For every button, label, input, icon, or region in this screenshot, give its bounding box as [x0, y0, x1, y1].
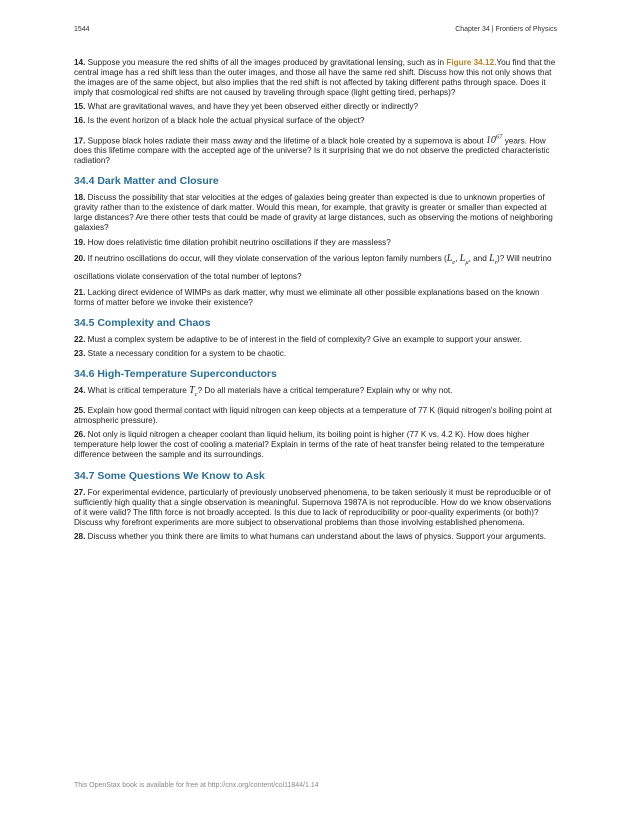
question-16	[74, 116, 558, 126]
questions-content	[74, 58, 558, 546]
question-22	[74, 335, 558, 345]
question-text: Must a complex system be adaptive to be of interest in the field of complexity? Give an example to support your answer.	[87, 334, 522, 344]
question-number: 17.	[74, 135, 86, 145]
math-l-e	[447, 253, 455, 264]
section-heading-34-5: 34.5 Complexity and Chaos	[74, 316, 211, 329]
math-base: 10	[485, 134, 496, 146]
question-text: Is the event horizon of a black hole the actual physical surface of the object?	[87, 116, 365, 126]
question-number: 16.	[74, 116, 86, 126]
math-power-of-ten	[486, 135, 503, 146]
section-heading-34-6: 34.6 High-Temperature Superconductors	[74, 368, 277, 381]
question-text: ? Do all materials have a critical temperature? Explain why or why not.	[197, 386, 453, 396]
chapter-header: Chapter 34 | Frontiers of Physics	[455, 26, 557, 33]
math-subscript: c	[194, 391, 198, 399]
question-text: How does relativistic time dilation prohibit neutrino oscillations if they are massless?	[87, 237, 391, 247]
math-t-c	[189, 385, 198, 399]
separator: , and	[468, 253, 490, 263]
figure-link[interactable]: Figure 34.12.	[446, 58, 497, 67]
question-number: 14.	[74, 58, 86, 67]
separator: ,	[455, 253, 460, 263]
math-l-tau	[489, 253, 497, 264]
question-text: For experimental evidence, particularly of previously unobserved phenomena, to be taken seriously it must be reproducible or of sufficiently high quality that a single observation is meaningful. Supernova 1987A is not reproducible. How do we know observations of it were valid? The fifth force is not broadly accepted. Is this due to lack of reproducibility or poor-quality experiments (or both)? Discuss why forefront experiments are more subject to observational problems than those involving established phenomena.	[74, 487, 552, 527]
math-l-mu	[460, 253, 469, 264]
math-symbol: T	[189, 385, 195, 397]
question-26	[74, 430, 558, 460]
question-28	[74, 532, 558, 542]
question-text: years. How does this lifetime compare with the accepted age of the universe? Is it surprising that we do not observe the predicted characteristic radiation?	[74, 135, 550, 166]
question-21	[74, 288, 558, 308]
question-number: 15.	[74, 102, 86, 112]
question-number: 27.	[74, 487, 86, 497]
question-27	[74, 488, 558, 528]
section-heading-34-7: 34.7 Some Questions We Know to Ask	[74, 469, 265, 482]
question-text: Explain how good thermal contact with liquid nitrogen can keep objects at a temperature of 77 K (liquid nitrogen's boiling point at atmospheric pressure).	[74, 406, 552, 426]
question-text: State a necessary condition for a system to be chaotic.	[87, 348, 287, 358]
question-number: 23.	[74, 348, 86, 358]
question-25	[74, 406, 558, 426]
question-14	[74, 58, 558, 98]
question-number: 19.	[74, 237, 86, 247]
math-exponent: 67	[495, 133, 503, 141]
question-18	[74, 193, 558, 233]
question-23	[74, 349, 558, 359]
question-text: Suppose black holes radiate their mass away and the lifetime of a black hole created by a supernova is about	[87, 135, 486, 145]
math-symbol: L	[459, 252, 466, 264]
question-text: Suppose you measure the red shifts of all the images produced by gravitational lensing, such as in	[87, 58, 447, 67]
question-24	[74, 386, 558, 400]
math-symbol: L	[446, 252, 453, 264]
question-number: 28.	[74, 531, 86, 541]
section-heading-34-4: 34.4 Dark Matter and Closure	[74, 175, 219, 188]
footer-text: This OpenStax book is available for free at http://cnx.org/content/col11844/1.14	[74, 782, 319, 789]
math-subscript: e	[452, 258, 456, 266]
math-symbol: L	[489, 252, 495, 264]
question-number: 21.	[74, 287, 86, 297]
question-15	[74, 102, 558, 112]
question-text: You find that the central image has a red shift less than the outer images, and those all have the same red shift. Discuss how this not only shows that the images are of the same object, but also implies that the red shift is not affected by taking different paths through space. Does it imply that cosmological red shifts are not caused by traveling through space (light getting tired, perhaps)?	[74, 58, 556, 98]
question-17	[74, 133, 558, 167]
question-number: 22.	[74, 334, 86, 344]
question-number: 26.	[74, 430, 86, 440]
math-subscript: τ	[494, 258, 497, 266]
question-text: What are gravitational waves, and have they yet been observed either directly or indirectly?	[87, 102, 419, 112]
question-text: Lacking direct evidence of WIMPs as dark matter, why must we eliminate all other possible explanations based on the known forms of matter before we invoke their existence?	[74, 287, 540, 307]
question-text: )? Will neutrino oscillations violate conservation of the total number of leptons?	[74, 253, 552, 281]
math-subscript: μ	[465, 258, 469, 266]
question-text: If neutrino oscillations do occur, will they violate conservation of the various lepton family numbers (	[87, 253, 447, 263]
question-text: Discuss the possibility that star velocities at the edges of galaxies being greater than expected is due to unknown properties of gravity rather than to the existence of dark matter. Would this mean, for example, that gravity is greater or smaller than expected at large distances? Are there other tests that could be made of gravity at large distances, such as observing the motions of neighboring galaxies?	[74, 193, 553, 233]
question-number: 18.	[74, 193, 86, 203]
question-19	[74, 238, 558, 248]
question-number: 25.	[74, 406, 86, 416]
question-text: What is critical temperature	[87, 386, 190, 396]
question-number: 24.	[74, 386, 86, 396]
question-text: Discuss whether you think there are limits to what humans can understand about the laws of physics. Support your arguments.	[87, 531, 546, 541]
question-number: 20.	[74, 253, 86, 263]
question-text: Not only is liquid nitrogen a cheaper coolant than liquid helium, its boiling point is higher (77 K vs. 4.2 K). How does higher temperature help lower the cost of cooling a material? Explain in terms of the rate of heat transfer being related to the temperature difference between the sample and its surroundings.	[74, 430, 545, 460]
question-20	[74, 252, 558, 284]
page-number: 1544	[74, 26, 90, 33]
